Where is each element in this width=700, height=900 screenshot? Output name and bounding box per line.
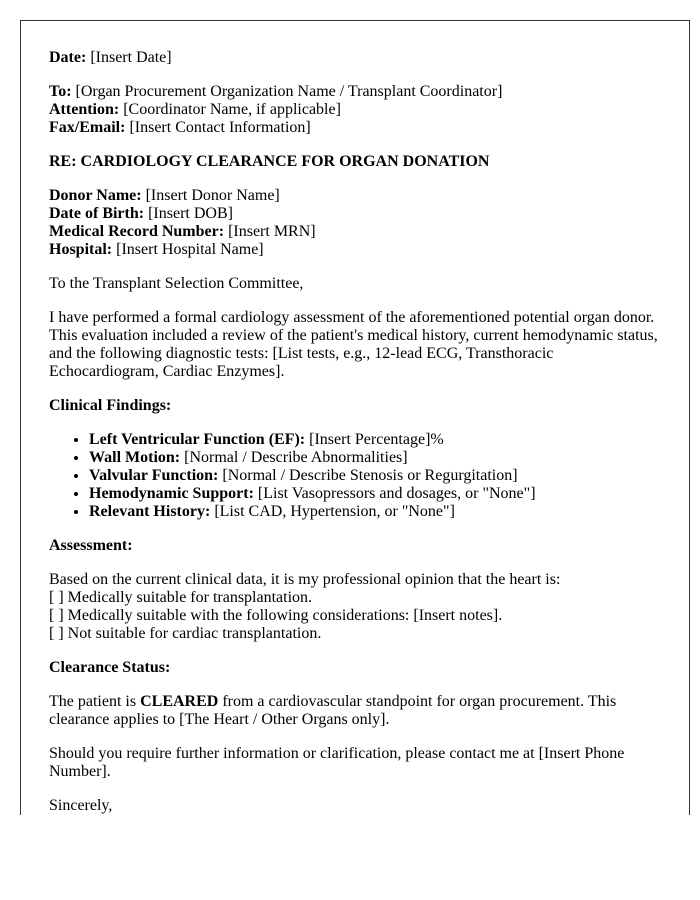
clearance-text-after: from a cardiovascular standpoint for organ procurement. This clearance applies to [The Heart / Other Organs only]. [49, 693, 617, 728]
date-label: Date: [49, 49, 87, 66]
recipient-contact-line [49, 119, 661, 137]
recipient-to-value: [Organ Procurement Organization Name / Transplant Coordinator] [75, 83, 503, 100]
donor-info-block [49, 187, 661, 259]
donor-hospital-line [49, 241, 661, 259]
letter-page [20, 20, 690, 815]
finding-value: [List CAD, Hypertension, or "None"] [214, 503, 455, 520]
finding-label: Relevant History: [89, 503, 211, 520]
recipient-to-label: To: [49, 83, 72, 100]
clearance-paragraph [49, 693, 661, 729]
assessment-option-considerations: [ ] Medically suitable with the following considerations: [Insert notes]. [49, 607, 503, 624]
assessment-heading: Assessment: [49, 537, 133, 554]
recipient-attention-value: [Coordinator Name, if applicable] [123, 101, 341, 118]
intro-paragraph: I have performed a formal cardiology assessment of the aforementioned potential organ donor. This evaluation included a review of the patient's medical history, current hemodynamic status, and the following diagnostic tests: [List tests, e.g., 12-lead ECG, Transthoracic Echocardiogram, Cardiac Enzymes]. [49, 309, 658, 380]
recipient-attention-line [49, 101, 661, 119]
clinical-findings-list [49, 431, 661, 521]
recipient-contact-label: Fax/Email: [49, 119, 126, 136]
assessment-lead: Based on the current clinical data, it is my professional opinion that the heart is: [49, 571, 561, 588]
donor-name-value: [Insert Donor Name] [145, 187, 280, 204]
closing: Sincerely, [49, 797, 113, 814]
donor-hospital-value: [Insert Hospital Name] [116, 241, 264, 258]
date-line [49, 49, 661, 67]
finding-value: [Normal / Describe Stenosis or Regurgitation] [222, 467, 518, 484]
clearance-text-before: The patient is [49, 693, 141, 710]
donor-hospital-label: Hospital: [49, 241, 113, 258]
assessment-option-not-suitable: [ ] Not suitable for cardiac transplantation. [49, 625, 322, 642]
finding-item-valvular [89, 467, 661, 485]
donor-mrn-label: Medical Record Number: [49, 223, 225, 240]
finding-item-hemodynamic [89, 485, 661, 503]
clinical-findings-heading: Clinical Findings: [49, 397, 172, 414]
recipient-contact-value: [Insert Contact Information] [129, 119, 311, 136]
assessment-option-suitable: [ ] Medically suitable for transplantation. [49, 589, 313, 606]
finding-item-ef [89, 431, 661, 449]
donor-dob-label: Date of Birth: [49, 205, 145, 222]
donor-name-label: Donor Name: [49, 187, 142, 204]
date-value: [Insert Date] [90, 49, 172, 66]
donor-name-line [49, 187, 661, 205]
clearance-status-emphasis: CLEARED [140, 693, 219, 710]
finding-value: [Normal / Describe Abnormalities] [184, 449, 408, 466]
finding-value: [List Vasopressors and dosages, or "None"] [257, 485, 536, 502]
finding-label: Left Ventricular Function (EF): [89, 431, 306, 448]
donor-dob-value: [Insert DOB] [148, 205, 233, 222]
finding-label: Valvular Function: [89, 467, 219, 484]
assessment-block [49, 571, 661, 643]
finding-item-wall-motion [89, 449, 661, 467]
finding-label: Wall Motion: [89, 449, 181, 466]
donor-mrn-value: [Insert MRN] [228, 223, 316, 240]
contact-paragraph: Should you require further information or clarification, please contact me at [Insert Phone Number]. [49, 745, 625, 780]
salutation: To the Transplant Selection Committee, [49, 275, 304, 292]
recipient-attention-label: Attention: [49, 101, 120, 118]
recipient-block [49, 83, 661, 137]
subject-line: RE: CARDIOLOGY CLEARANCE FOR ORGAN DONATION [49, 153, 490, 170]
finding-value: [Insert Percentage]% [309, 431, 444, 448]
recipient-to-line [49, 83, 661, 101]
finding-label: Hemodynamic Support: [89, 485, 254, 502]
clearance-heading: Clearance Status: [49, 659, 171, 676]
donor-dob-line [49, 205, 661, 223]
donor-mrn-line [49, 223, 661, 241]
finding-item-history [89, 503, 661, 521]
